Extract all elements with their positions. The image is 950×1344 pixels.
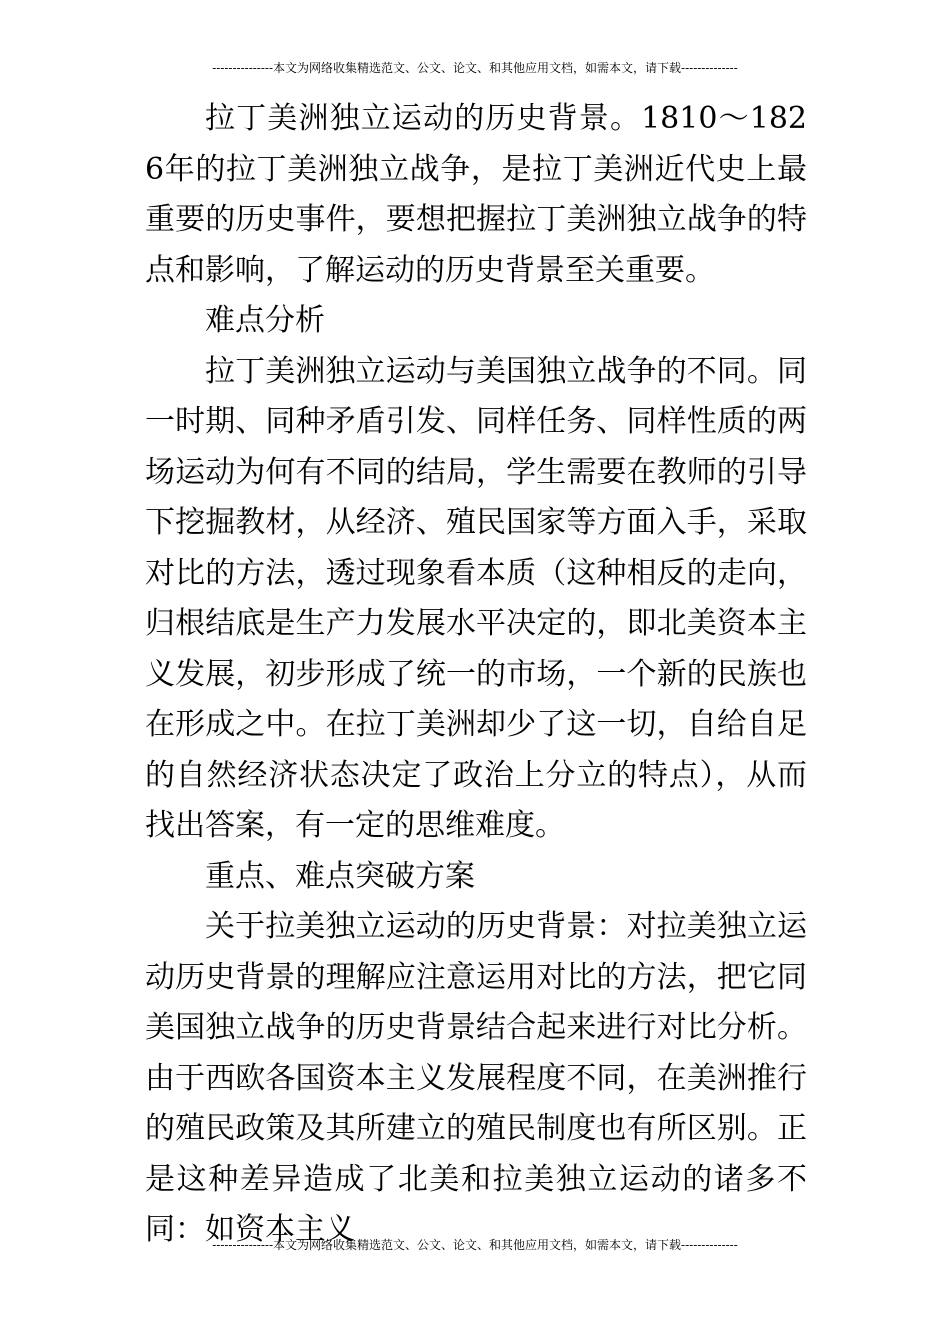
footer-banner: ---------------本文为网络收集精选范文、公文、论文、和其他应用文档，如需本文，请下载-------------- [212,1238,738,1252]
paragraph-difficulty: 拉丁美洲独立运动与美国独立战争的不同。同一时期、同种矛盾引发、同样任务、同样性质的两场运动为何有不同的结局，学生需要在教师的引导下挖掘教材，从经济、殖民国家等方面入手，采取对比的方法，透过现象看本质（这种相反的走向，归根结底是生产力发展水平决定的，即北美资本主义发展，初步形成了统一的市场，一个新的民族也在形成之中。在拉丁美洲却少了这一切，自给自足的自然经济状态决定了政治上分立的特点），从而找出答案，有一定的思维难度。 [145,353,807,843]
section-heading-solution: 重点、难点突破方案 [205,858,475,894]
paragraph-background: 拉丁美洲独立运动的历史背景。1810～1826年的拉丁美洲独立战争，是拉丁美洲近代史上最重要的历史事件，要想把握拉丁美洲独立战争的特点和影响，了解运动的历史背景至关重要。 [145,101,807,288]
paragraph-solution: 关于拉美独立运动的历史背景：对拉美独立运动历史背景的理解应注意运用对比的方法，把它同美国独立战争的历史背景结合起来进行对比分析。由于西欧各国资本主义发展程度不同，在美洲推行的殖民政策及其所建立的殖民制度也有所区别。正是这种差异造成了北美和拉美独立运动的诸多不同：如资本主义 [145,909,807,1247]
section-heading-difficulty: 难点分析 [205,303,325,338]
header-banner: ---------------本文为网络收集精选范文、公文、论文、和其他应用文档，如需本文，请下载-------------- [212,61,738,75]
document-body [145,94,807,1256]
